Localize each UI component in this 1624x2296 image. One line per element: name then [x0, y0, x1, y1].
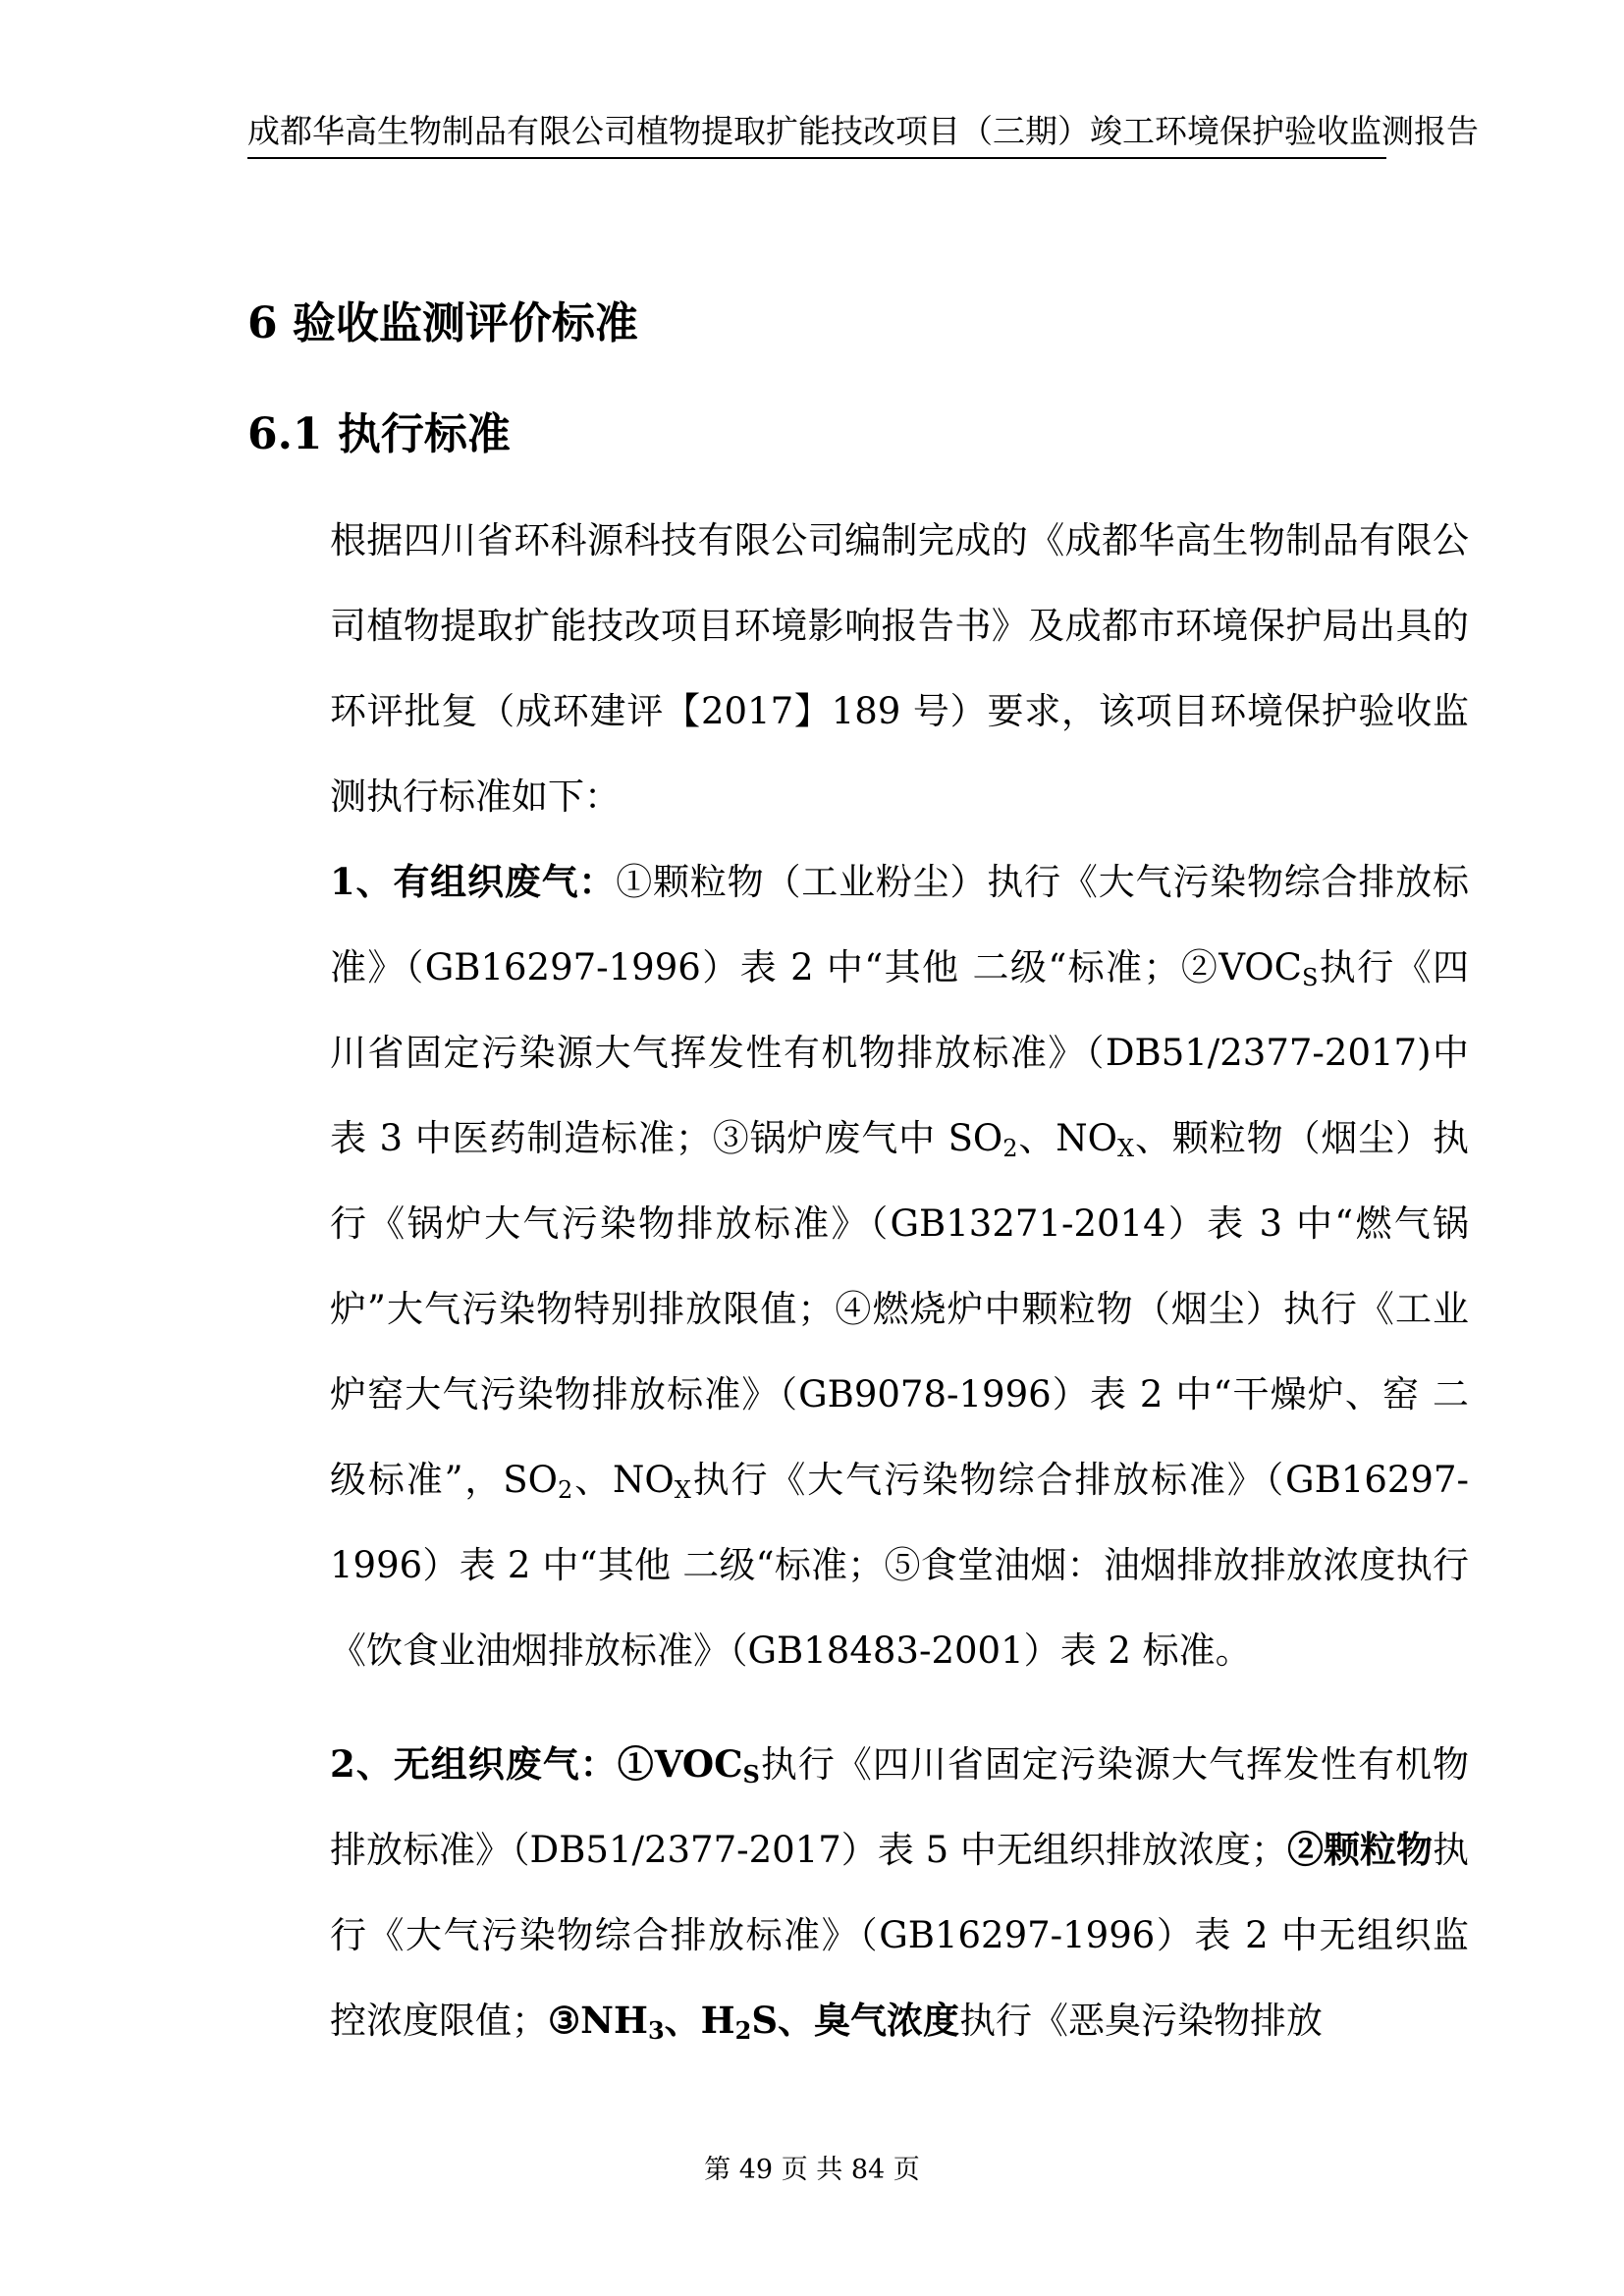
item2-text-a: 执行《四川省固定污染源大气挥发性有机物排放标准》（DB51/2377-2017）表 5 中无组织排放浓度； — [330, 1743, 1469, 1871]
item2-label: 2、无组织废气： — [330, 1742, 618, 1786]
item1-sub-xb: X — [674, 1476, 691, 1504]
item2-h2s-tail: S、臭气浓度 — [751, 1999, 960, 2042]
subsection-heading: 6.1 执行标准 — [247, 409, 511, 459]
item1-sub-s: S — [1301, 964, 1319, 991]
item2-voc-label: ①VOC — [617, 1742, 743, 1786]
item1-text-e: 、NO — [572, 1459, 675, 1501]
item1-text-c: 、NO — [1017, 1117, 1118, 1159]
item1-paragraph — [247, 839, 1469, 1693]
item1-text-b: 执行《四川省固定污染源大气挥发性有机物排放标准》（DB51/2377-2017)中表 3 中医药制造标准；③锅炉废气中 SO — [330, 946, 1469, 1159]
item1-label: 1、有组织废气： — [330, 860, 617, 903]
item2-nh3-sub: 3 — [647, 2016, 665, 2045]
item2-voc-sub: S — [742, 1760, 760, 1789]
item1-text-d: 、颗粒物（烟尘）执行《锅炉大气污染物排放标准》（GB13271-2014）表 3 中“燃气锅炉”大气污染物特别排放限值；④燃烧炉中颗粒物（烟尘）执行《工业炉窑大气污染物排放标准》（GB9078-1996）表 2 中“干燥炉、窑 二级标准”，SO — [330, 1117, 1469, 1501]
item2-text-b: 执行《大气污染物综合排放标准》（GB16297-1996）表 2 中无组织监控浓度限值； — [330, 1829, 1469, 2042]
section-heading: 6 验收监测评价标准 — [247, 298, 638, 348]
item2-text-c: 执行《恶臭污染物排放 — [959, 2000, 1324, 2042]
item1-sub-xa: X — [1117, 1135, 1135, 1162]
item2-h2s-sub: 2 — [734, 2016, 752, 2045]
page-number: 第 49 页 共 84 页 — [704, 2155, 920, 2185]
item1-text-f: 执行《大气污染物综合排放标准》（GB16297-1996）表 2 中“其他 二级“标准；⑤食堂油烟：油烟排放排放浓度执行《饮食业油烟排放标准》（GB18483-2001）表 2 标准。 — [330, 1459, 1469, 1672]
item1-sub-2b: 2 — [557, 1476, 573, 1504]
item1-text-a: ①颗粒物（工业粉尘）执行《大气污染物综合排放标准》（GB16297-1996）表 2 中“其他 二级“标准；②VOC — [330, 861, 1470, 988]
item2-paragraph — [247, 1722, 1469, 2063]
header-rule — [247, 157, 1386, 159]
report-header-title: 成都华高生物制品有限公司植物提取扩能技改项目（三期）竣工环境保护验收监测报告 — [247, 112, 1479, 150]
item1-sub-2a: 2 — [1002, 1135, 1018, 1162]
item2-pm-label: ②颗粒物 — [1286, 1828, 1433, 1871]
item2-h2s-label: 、H — [664, 1999, 735, 2042]
item2-nh3-label: ③NH — [548, 1999, 648, 2042]
intro-paragraph: 根据四川省环科源科技有限公司编制完成的《成都华高生物制品有限公司植物提取扩能技改项目环境影响报告书》及成都市环境保护局出具的环评批复（成环建评【2017】189 号）要求，该项目环境保护验收监测执行标准如下： — [330, 519, 1469, 818]
